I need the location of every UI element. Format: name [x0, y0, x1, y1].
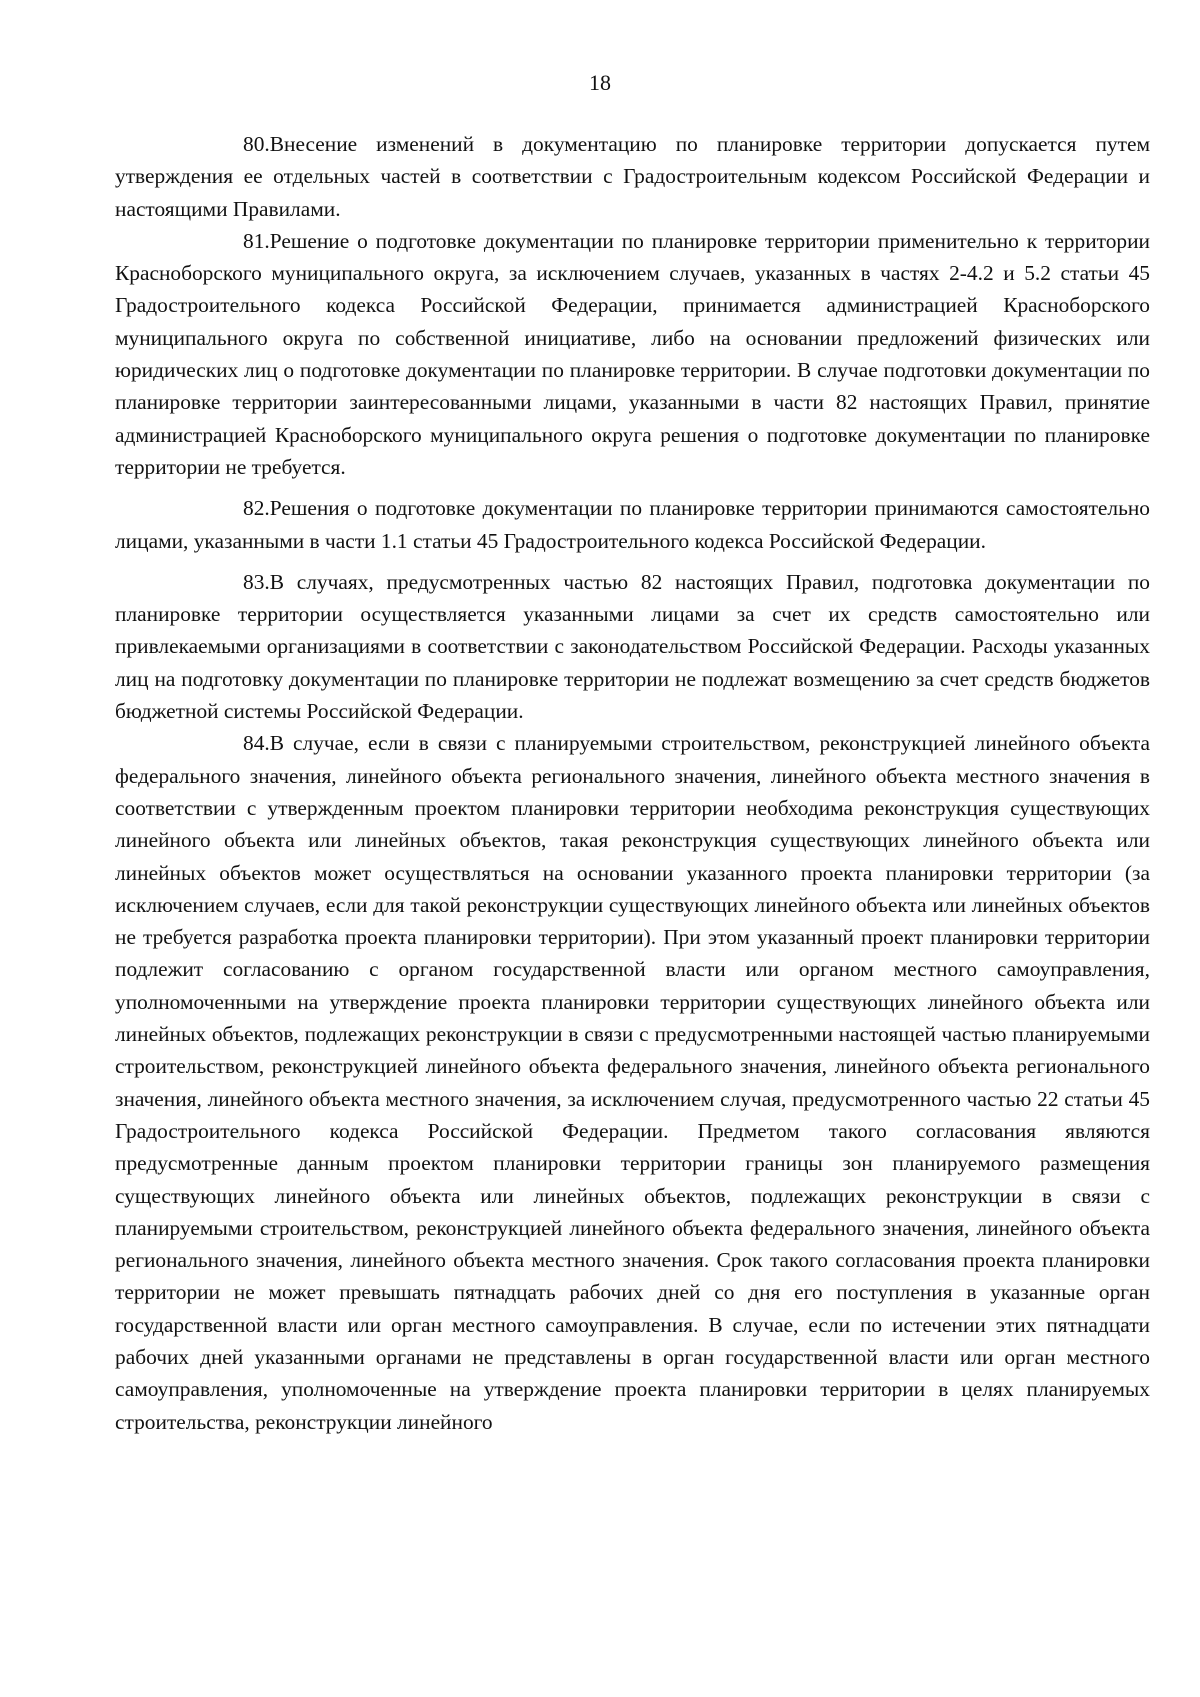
paragraph-number: 81.	[243, 228, 270, 253]
paragraph-82	[115, 492, 1150, 557]
paragraph-81	[115, 225, 1150, 483]
paragraph-number: 80.	[243, 132, 270, 156]
paragraph-number: 82.	[243, 496, 270, 521]
paragraph-number: 83.	[243, 569, 270, 594]
paragraph-83	[115, 566, 1150, 727]
paragraph-text: Решения о подготовке документации по планировке территории принимаются самостоятельно лицами, указанными в части 1.1 статьи 45 Градостроительного кодекса Российской Федерации.	[115, 496, 1150, 553]
paragraph-text: В случае, если в связи с планируемыми строительством, реконструкцией линейного объекта федерального значения, линейного объекта регионального значения, линейного объекта местного значения в соответствии с утвержденным проектом планировки территории необходима реконструкция существующих линейного объекта или линейных объектов, такая реконструкция существующих линейного объекта или линейных объектов может осуществляться на основании указанного проекта планировки территории (за исключением случаев, если для такой реконструкции существующих линейного объекта или линейных объектов не требуется разработка проекта планировки территории). При этом указанный проект планировки территории подлежит согласованию с органом государственной власти или органом местного самоуправления, уполномоченными на утверждение проекта планировки территории существующих линейного объекта или линейных объектов, подлежащих реконструкции в связи с предусмотренными настоящей частью планируемыми строительством, реконструкцией линейного объекта федерального значения, линейного объекта регионального значения, линейного объекта местного значения, за исключением случая, предусмотренного частью 22 статьи 45 Градостроительного кодекса Российской Федерации. Предметом такого согласования являются предусмотренные данным проектом планировки территории границы зон планируемого размещения существующих линейного объекта или линейных объектов, подлежащих реконструкции в связи с планируемыми строительством, реконструкцией линейного объекта федерального значения, линейного объекта регионального значения, линейного объекта местного значения. Срок такого согласования проекта планировки территории не может превышать пятнадцать рабочих дней со дня его поступления в указанные орган государственной власти или орган местного самоуправления. В случае, если по истечении этих пятнадцати рабочих дней указанными органами не представлены в орган государственной власти или орган местного самоуправления, уполномоченные на утверждение проекта планировки территории в целях планируемых строительства, реконструкции линейного	[115, 731, 1150, 1434]
page-number: 18	[589, 70, 611, 95]
paragraph-text: В случаях, предусмотренных частью 82 настоящих Правил, подготовка документации по планировке территории осуществляется указанными лицами за счет их средств самостоятельно или привлекаемыми организациями в соответствии с законодательством Российской Федерации. Расходы указанных лиц на подготовку документации по планировке территории не подлежат возмещению за счет средств бюджетов бюджетной системы Российской Федерации.	[115, 569, 1150, 724]
paragraph-number: 84.	[243, 731, 270, 756]
paragraph-text: Решение о подготовке документации по планировке территории применительно к территории Красноборского муниципального округа, за исключением случаев, указанных в частях 2-4.2 и 5.2 статьи 45 Градостроительного кодекса Российской Федерации, принимается администрацией Красноборского муниципального округа по собственной инициативе, либо на основании предложений физических или юридических лиц о подготовке документации по планировке территории. В случае подготовки документации по планировке территории заинтересованными лицами, указанными в части 82 настоящих Правил, принятие администрацией Красноборского муниципального округа решения о подготовке документации по планировке территории не требуется.	[115, 228, 1150, 479]
paragraph-text: Внесение изменений в документацию по планировке территории допускается путем утверждения ее отдельных частей в соответствии с Градостроительным кодексом Российской Федерации и настоящими Правилами.	[115, 132, 1150, 221]
document-body	[115, 128, 1150, 1438]
paragraph-80	[115, 128, 1150, 225]
paragraph-84	[115, 727, 1150, 1438]
